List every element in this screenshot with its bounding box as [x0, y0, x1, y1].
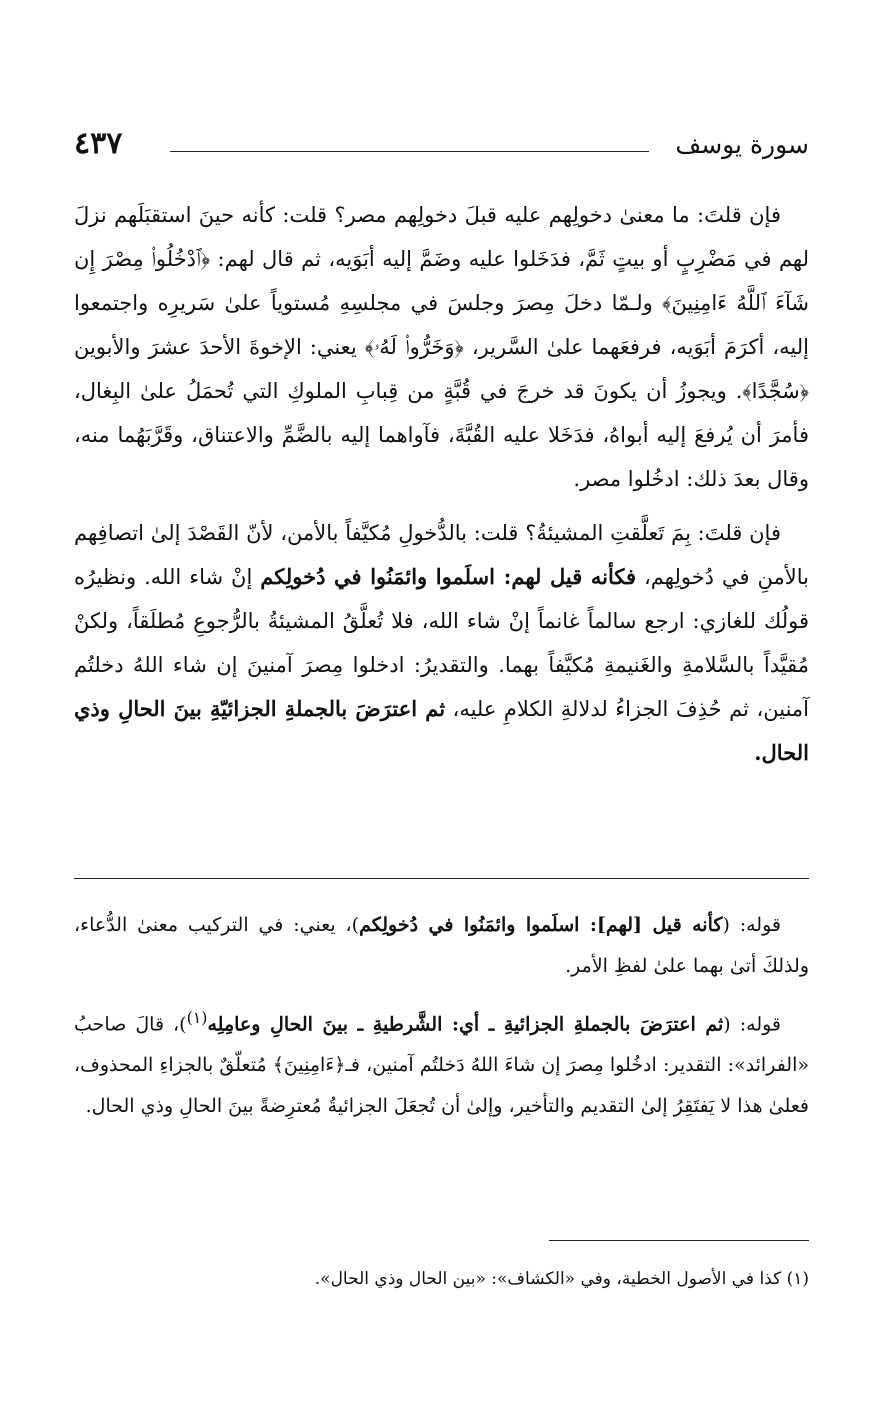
commentary-2-body: )، قالَ صاحبُ «الفرائد»: التقدير: ادخُلوا مِصرَ إن شاءَ اللهُ دَخلتُم آمنين، فـ﴿ءَامِنِينَ﴾ مُتعلّقٌ بالجزاءِ المحذوف، فعلىٰ هذا لا يَفتَقِرُ إلىٰ التقديم والتأخير، وإلىٰ أن تُجعَلَ الجزائيةُ مُعترِضةً بينَ الحالِ وذي الحال. — [74, 1013, 809, 1118]
commentary-1-body: )، يعني: في التركيب معنىٰ الدُّعاء، ولذلكَ أتىٰ بهما علىٰ لفظِ الأمر. — [74, 914, 809, 977]
commentary-paragraph-1 — [74, 905, 809, 987]
main-paragraph-2-text-b: إنْ شاء الله. ونظيرُه قولُك للغازي: ارجع سالماً غانماً إنْ شاء الله، فلا تُعلَّقُ المشيئةُ بالرُّجوعِ مُطلَقاً، ولكنْ مُقيَّداً بالسَّلامةِ والغَنيمةِ مُكيَّفاً بهما. والتقديرُ: ادخلوا مِصرَ آمنينَ إن شاء اللهُ دخلتُم آمنين، ثم حُذِفَ الجزاءُ لدلالةِ الكلامِ عليه، — [74, 565, 810, 721]
commentary-1-quote: كأنه قيل [لهم]: اسلَموا وائمَنُوا في دُخولِكم — [359, 914, 723, 936]
footnote-marker: (١) — [186, 1008, 208, 1027]
commentary-1-lead: قوله: ( — [722, 914, 781, 936]
page-header — [74, 124, 809, 176]
commentary-2-lead: قوله: ( — [723, 1013, 782, 1036]
main-paragraph-2-bold-a: فكأنه قيل لهم: اسلَموا وائمَنُوا في دُخولِكم — [260, 564, 637, 589]
commentary-text — [74, 905, 809, 1127]
main-text — [74, 193, 809, 775]
footnote-divider — [549, 1240, 809, 1241]
footnote: (١) كذا في الأصول الخطية، وفي «الكشاف»: «بين الحال وذي الحال». — [314, 1269, 809, 1289]
main-paragraph-1: فإن قلتَ: ما معنىٰ دخولِهم عليه قبلَ دخولِهم مصر؟ قلت: كأنه حينَ استقبَلَهم نزلَ لهم في مَضْرِبٍ أو بيتٍ ثَمَّ، فدَخَلوا عليه وضَمَّ إليه أبَوَيه، ثم قال لهم: ﴿ٱدْخُلُوا۟ مِصْرَ إِن شَآءَ ٱللَّهُ ءَامِنِينَ﴾ ولـمّا دخلَ مِصرَ وجلسَ في مجلسِهِ مُستوياً علىٰ سَريرِه واجتمعوا إليه، أكرَمَ أبَوَيه، فرفعَهما علىٰ السَّرير، ﴿وَخَرُّوا۟ لَهُۥ﴾ يعني: الإخوةَ الأحدَ عشرَ والأبوين ﴿سُجَّدًا﴾. ويجوزُ أن يكونَ قد خرجَ في قُبَّةٍ من قِبابِ الملوكِ التي تُحمَلُ علىٰ البِغال، فأمرَ أن يُرفعَ إليه أبواهُ، فدَخَلا عليه القُبَّةَ، فآواهما إليه بالضَّمِّ والاعتناق، وقَرَّبَهُما منه، وقال بعدَ ذلك: ادخُلوا مصر. — [74, 203, 809, 491]
commentary-paragraph-2 — [74, 997, 809, 1127]
header-divider — [170, 151, 649, 152]
main-paragraph-2 — [74, 511, 809, 775]
section-divider — [74, 878, 809, 879]
commentary-2-quote: ثم اعترَضَ بالجملةِ الجزائيةِ ـ أي: الشَّرطيةِ ـ بينَ الحالِ وعامِلِه — [207, 1013, 724, 1036]
surah-title: سورة يوسف — [675, 130, 809, 159]
main-paragraph-2-text-a: فإن قلتَ: بِمَ تَعلَّقتِ المشيئةُ؟ قلت: بالدُّخولِ مُكيَّفاً بالأمن، لأنّ القَصْدَ إلىٰ اتصافِهم بالأمنِ في دُخولِهم، — [74, 521, 809, 589]
page-number: ٤٣٧ — [74, 126, 123, 161]
main-paragraph-2-bold-b: ثم اعترَضَ بالجملةِ الجزائيّةِ بينَ الحالِ وذي الحال. — [74, 696, 809, 765]
